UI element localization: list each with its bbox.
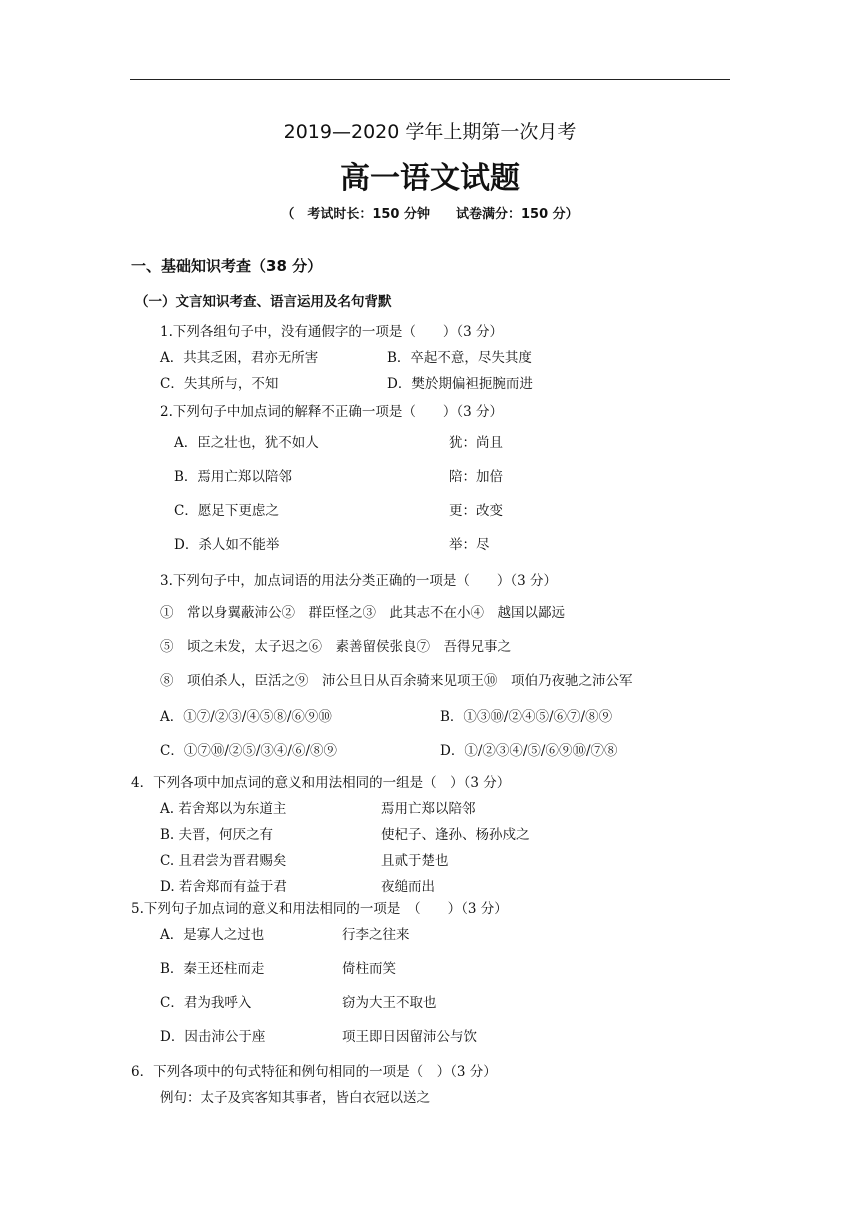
question-5-option-a-compare: 行李之往来 [342, 927, 410, 943]
question-5-option-c: C．君为我呼入 [160, 995, 252, 1011]
question-6-stem: 6．下列各项中的句式特征和例句相同的一项是（ ）（3 分） [131, 1064, 497, 1080]
question-2-option-b: B．焉用亡郑以陪邻 [174, 469, 292, 485]
question-2-option-c: C．愿足下更虑之 [174, 503, 279, 519]
question-3-items-row-1: ① 常以身翼蔽沛公② 群臣怪之③ 此其志不在小④ 越国以鄙远 [160, 605, 565, 621]
question-4-option-c: C. 且君尝为晋君赐矣 [160, 853, 287, 869]
question-5-option-b-compare: 倚柱而笑 [342, 961, 396, 977]
question-4-stem: 4．下列各项中加点词的意义和用法相同的一组是（ ）（3 分） [131, 775, 511, 791]
question-5-stem: 5.下列句子加点词的意义和用法相同的一项是 （ ）（3 分） [131, 901, 508, 917]
question-5-option-d-compare: 项王即日因留沛公与饮 [342, 1029, 477, 1045]
question-4-option-d-compare: 夜缒而出 [381, 879, 435, 895]
question-2-answer-b: 陪：加倍 [449, 469, 503, 485]
exam-title: 高一语文试题 [340, 161, 520, 196]
sub-section-heading: （一）文言知识考查、语言运用及名句背默 [135, 294, 392, 310]
exam-subtitle: 2019—2020 学年上期第一次月考 [283, 121, 577, 143]
question-3-items-row-3: ⑧ 项伯杀人，臣活之⑨ 沛公旦日从百余骑来见项王⑩ 项伯乃夜驰之沛公军 [160, 673, 633, 689]
question-5-option-c-compare: 窃为大王不取也 [342, 995, 437, 1011]
question-2-answer-c: 更：改变 [449, 503, 503, 519]
question-1-option-c: C．失其所与，不知 [160, 376, 279, 392]
question-1-stem: 1.下列各组句子中，没有通假字的一项是（ ）（3 分） [160, 324, 504, 340]
question-2-option-d: D．杀人如不能举 [174, 537, 280, 553]
question-3-option-d: D．①/②③④/⑤/⑥⑨⑩/⑦⑧ [440, 743, 618, 759]
question-5-option-b: B．秦王还柱而走 [160, 961, 265, 977]
question-3-option-a: A．①⑦/②③/④⑤⑧/⑥⑨⑩ [160, 709, 332, 725]
question-1-option-b: B．卒起不意，尽失其度 [387, 350, 532, 366]
question-3-option-c: C．①⑦⑩/②⑤/③④/⑥/⑧⑨ [160, 743, 338, 759]
question-4-option-b-compare: 使杞子、逢孙、杨孙戍之 [381, 827, 530, 843]
question-4-option-a: A. 若舍郑以为东道主 [160, 801, 287, 817]
question-4-option-d: D. 若舍郑而有益于君 [160, 879, 287, 895]
section-heading: 一、基础知识考查（38 分） [131, 257, 323, 275]
question-6-example: 例句：太子及宾客知其事者，皆白衣冠以送之 [160, 1090, 430, 1106]
question-3-stem: 3.下列句子中，加点词语的用法分类正确的一项是（ ）（3 分） [160, 573, 558, 589]
question-3-option-b: B．①③⑩/②④⑤/⑥⑦/⑧⑨ [440, 709, 613, 725]
question-5-option-a: A．是寡人之过也 [160, 927, 265, 943]
question-2-answer-d: 举：尽 [449, 537, 490, 553]
question-2-option-a: A．臣之壮也，犹不如人 [174, 435, 319, 451]
question-4-option-a-compare: 焉用亡郑以陪邻 [381, 801, 476, 817]
header-rule [130, 79, 730, 80]
question-3-items-row-2: ⑤ 顷之未发，太子迟之⑥ 素善留侯张良⑦ 吾得兄事之 [160, 639, 511, 655]
question-4-option-c-compare: 且贰于楚也 [381, 853, 449, 869]
question-2-stem: 2.下列句子中加点词的解释不正确一项是（ ）（3 分） [160, 404, 504, 420]
question-5-option-d: D．因击沛公于座 [160, 1029, 266, 1045]
exam-info: （ 考试时长：150 分钟 试卷满分：150 分） [281, 207, 579, 222]
question-1-option-a: A．共其乏困，君亦无所害 [160, 350, 319, 366]
question-4-option-b: B. 夫晋，何厌之有 [160, 827, 274, 843]
question-1-option-d: D．樊於期偏袒扼腕而进 [387, 376, 533, 392]
question-2-answer-a: 犹：尚且 [449, 435, 503, 451]
